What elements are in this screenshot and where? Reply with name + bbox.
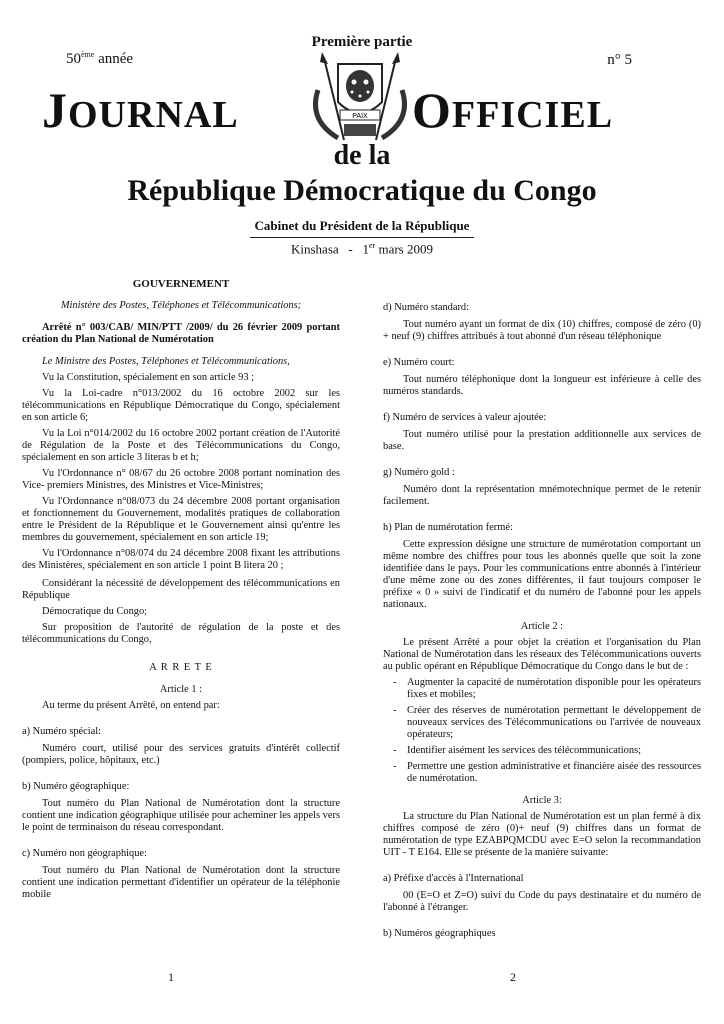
coat-of-arms-emblem [298,50,422,146]
considering-1: Considérant la nécessité de développement des télécommunications en République [22,578,340,601]
def-e-heading: e) Numéro court: [383,357,455,368]
title-de-la: de la [333,140,391,171]
title-officiel [412,82,614,138]
article-1-intro: Au terme du présent Arrêté, on entend par: [42,700,220,711]
cabinet-label: Cabinet du Président de la République [254,218,470,233]
prefix-a-text: 00 (E=O et Z=O) suivi du Code du pays destinataire et du numéro de l'abonné à l'étranger. [383,890,701,913]
def-b-text: Tout numéro du Plan National de Numérotation dont la structure contient une indication géographique utilisée pour acheminer les appels vers le point de terminaison du réseau correspondant. [22,798,340,833]
def-g-text: Numéro dont la représentation mnémotechnique permet de le retenir facilement. [383,484,701,507]
part-label: Première partie [311,34,413,50]
visa-1: Vu la Constitution, spécialement en son article 93 ; [42,372,255,383]
article-2-text: Le présent Arrêté a pour objet la création et l'organisation du Plan National de Numérotation dans les réseaux des Télécommunications ouverts au public opérant en République Démocratique du Congo dans le but de : [383,637,701,672]
dateline-month-year: mars 2009 [378,241,433,257]
issue-number: n° 5 [607,52,632,68]
section-government: GOUVERNEMENT [132,278,230,290]
title-journal [42,82,239,138]
year-number: 50 [66,51,81,67]
header-divider [250,237,474,238]
considering-2: Démocratique du Congo; [42,606,148,617]
visa-3: Vu la Loi n°014/2002 du 16 octobre 2002 portant création de l'Autorité de Régulation de la Poste et des Télécommunications du Congo, spécialement en son article 3 literas b et h; [22,428,340,463]
emblem-motto: PAIX [352,113,368,120]
def-h-heading: h) Plan de numérotation fermé: [383,522,513,533]
list-item: - Identifier aisément les services des télécommunications; [407,745,701,757]
dateline-day: 1 [362,241,369,257]
article-2-list [383,677,701,785]
year-superscript: ème [81,50,95,59]
left-column [22,278,340,905]
def-e-text: Tout numéro téléphonique dont la longueur est inférieure à celle des numéros standards. [383,374,701,397]
def-d-text: Tout numéro ayant un format de dix (10) chiffres, composé de zéro (0) + neuf (9) chiffres attribués à tout abonné d'un réseau téléphonique [383,319,701,342]
title-officiel-cap: O [412,82,452,138]
title-journal-cap: J [42,82,68,138]
def-f-text: Tout numéro utilisé pour la prestation additionnelle aux services de base. [383,429,701,452]
def-d-heading: d) Numéro standard: [383,302,469,313]
list-item: - Permettre une gestion administrative et financière aisée des ressources de numérotation. [407,761,701,785]
article-3-heading: Article 3: [522,795,562,806]
visa-4: Vu l'Ordonnance n° 08/67 du 26 octobre 2008 portant nomination des Vice- premiers Ministres, des Ministres et Vice-Ministres; [22,468,340,491]
prefix-a-heading: a) Préfixe d'accès à l'International [383,873,524,884]
dateline-dash: - [348,241,353,257]
visa-5: Vu l'Ordonnance n°08/073 du 24 décembre 2008 portant organisation et fonctionnement du Gouvernement, modalités pratiques de collaboration entre le Président de la République et le Gouvernement ainsi qu'entre les membres du gouvernement, spécialement en son article 19; [22,496,340,543]
title-journal-rest: OURNAL [68,94,239,136]
article-2-heading: Article 2 : [520,621,564,632]
dateline-day-sup: er [369,241,376,250]
arrete-heading: A R R E T E [149,662,213,673]
def-c-heading: c) Numéro non géographique: [22,848,147,859]
list-item: - Augmenter la capacité de numérotation disponible pour les opérateurs fixes et mobiles; [407,677,701,701]
right-column [383,298,701,945]
title-officiel-rest: FFICIEL [451,94,614,136]
ministry-line: Ministère des Postes, Téléphones et Télécommunications; [60,300,302,311]
dateline [0,241,724,257]
page-number-right: 2 [510,970,516,984]
considering-3: Sur proposition de l'autorité de régulation de la poste et des télécommunications du Congo, [22,622,340,645]
def-f-heading: f) Numéro de services à valeur ajoutée: [383,412,547,423]
def-b-heading: b) Numéro géographique: [22,781,130,792]
list-item: - Créer des réserves de numérotation permettant le développement de nouveaux services des Télécommunications ou l'arrivée de nouveaux opérateurs; [407,705,701,741]
article-1-heading: Article 1 : [159,684,203,695]
article-3-text: La structure du Plan National de Numérotation est un plan fermé à dix chiffres composé de zéro (0)+ neuf (9) chiffres dans un format de numérotation de type EZABPQMCDU avec E=O selon la recommandation UIT - T E164. Elle se présente de la manière suivante: [383,811,701,858]
year-label [66,50,133,68]
def-a-heading: a) Numéro spécial: [22,726,102,737]
minister-line: Le Ministre des Postes, Téléphones et Télécommunications, [42,356,290,367]
def-h-text: Cette expression désigne une structure de numérotation comportant un même nombre des chiffres pour tous les abonnés quelle que soit la zone identifiée dans le pays. Pour les communications entre abonnés à l'intérieur d'une même zone ou des zones différentes, il faut toujours composer le préfixe « 0 » suivi de l'indicatif et du numéro de l'abonné pour les appels nationaux. [383,539,701,610]
def-a-text: Numéro court, utilisé pour des services gratuits d'intérêt collectif (pompiers, police, hôpitaux, etc.) [22,743,340,766]
year-word: année [98,51,134,67]
decree-title: Arrêté n° 003/CAB/ MIN/PTT /2009/ du 26 février 2009 portant création du Plan National de Numérotation [22,322,340,345]
visa-2: Vu la Loi-cadre n°013/2002 du 16 octobre 2002 sur les télécommunications en République Démocratique du Congo, spécialement en son article 6; [22,388,340,423]
title-republic: République Démocratique du Congo [127,174,597,207]
def-c-text: Tout numéro du Plan National de Numérotation dont la structure contient une indication permettant d'identifier un opérateur de la téléphonie mobile [22,865,340,900]
page-number-left: 1 [168,970,174,984]
def-g-heading: g) Numéro gold : [383,467,455,478]
prefix-b-heading: b) Numéros géographiques [383,928,496,939]
dateline-city: Kinshasa [290,241,339,257]
visa-6: Vu l'Ordonnance n°08/074 du 24 décembre 2008 fixant les attributions des Ministères, spécialement en son article 1 point B litera 20 ; [22,548,340,571]
